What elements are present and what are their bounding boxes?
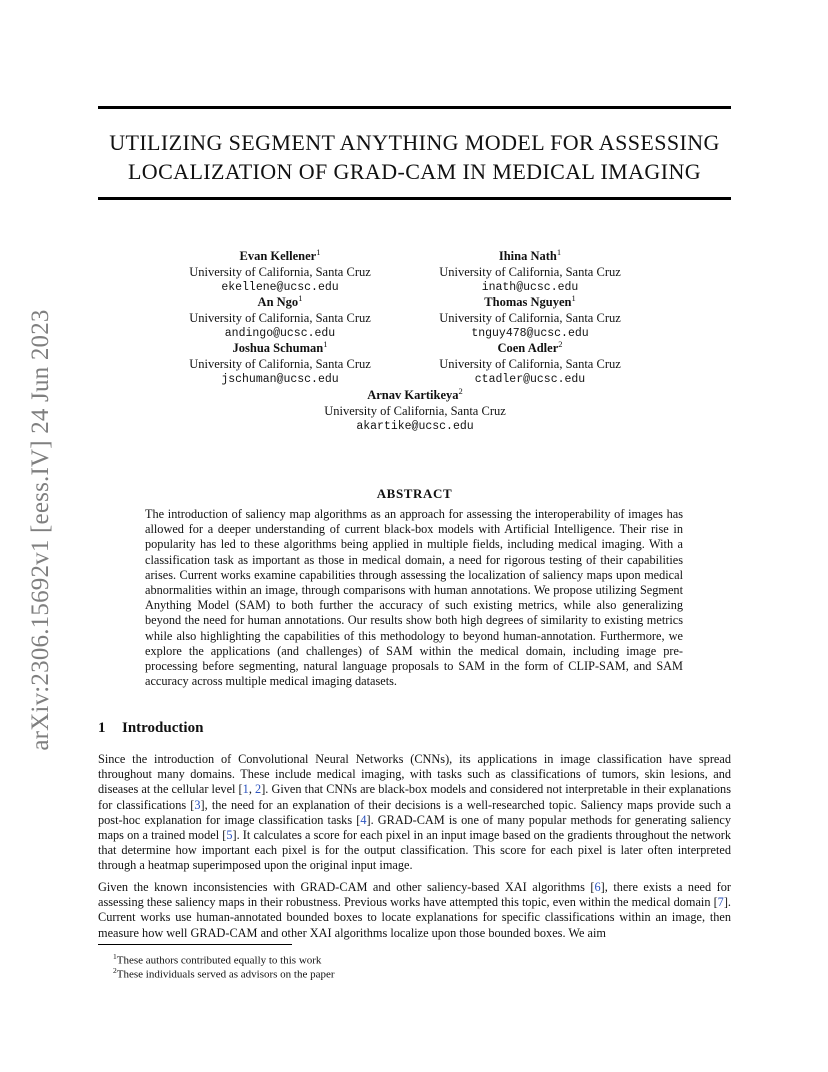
- section-number: 1: [98, 720, 106, 736]
- author-card: [150, 337, 410, 388]
- author-card: [150, 291, 410, 342]
- author-name: Ihina Nath$^1$: [498, 247, 562, 264]
- author-card: [400, 291, 660, 342]
- author-name: Evan Kellener$^1$: [239, 247, 321, 264]
- author-affiliation: University of California, Santa Cruz: [324, 403, 506, 418]
- footnote: $^1$These authors contributed equally to this work: [113, 952, 322, 967]
- intro-paragraph-2: Given the known inconsistencies with GRAD-CAM and other saliency-based XAI algorithms [6], there exists a need for assessing these saliency maps in their robustness. Previous works have attempted this topic, even within the medical domain [7]. Current works use human-annotated bounded boxes to locate explanations for specific classifications within an image, then measure how well GRAD-CAM and other XAI algorithms localize upon those bounded boxes. We aim: [98, 880, 731, 940]
- citation-link[interactable]: 3: [194, 797, 201, 812]
- author-card: [150, 245, 410, 296]
- author-email: inath@ucsc.edu: [481, 281, 579, 295]
- intro-paragraph-1: Since the introduction of Convolutional Neural Networks (CNNs), its applications in image classification have spread throughout many domains. These include medical imaging, with tasks such as classifications of tumors, skin lesions, and diseases at the cellular level [1, 2]. Given that CNNs are black-box models and considered not interpretable in their explanations for classifications [3], the need for an explanation of their decisions is a well-researched topic. Saliency maps provide such a post-hoc explanation for image classification tasks [4]. GRAD-CAM is one of many popular methods for generating saliency maps on a trained model [5]. It calculates a score for each pixel in an input image based on the gradients throughout the network that determine how important each pixel is for the output classification. This score for each pixel is later often interpreted through a heatmap superimposed upon the original input image.: [98, 752, 732, 873]
- author-email: akartike@ucsc.edu: [356, 420, 474, 434]
- paper-title: [98, 128, 731, 186]
- author-email: jschuman@ucsc.edu: [221, 373, 339, 387]
- title-rule-bottom: [98, 197, 731, 200]
- arxiv-identifier: arXiv:2306.15692v1 [eess.IV] 24 Jun 2023: [27, 309, 54, 751]
- citation-link[interactable]: 4: [360, 812, 367, 827]
- citation-link[interactable]: 2: [255, 782, 262, 797]
- author-name: Arnav Kartikeya$^2$: [367, 386, 463, 403]
- author-email: ctadler@ucsc.edu: [474, 373, 586, 387]
- author-card: [400, 337, 660, 388]
- author-affiliation: University of California, Santa Cruz: [439, 264, 621, 279]
- author-name: An Ngo$^1$: [257, 293, 303, 310]
- section-title: Introduction: [122, 720, 204, 736]
- arxiv-sidebar: [23, 290, 59, 770]
- abstract-text: The introduction of saliency map algorithms as an approach for assessing the interoperability of images has allowed for a deeper understanding of current black-box models with Artificial Intelligence. Their rise in popularity has led to these algorithms being applied in multiple fields, including medical imaging. With a classification task as important as those in medical domain, a need for rigorous testing of their capabilities arises. Current works examine capabilities through assessing the localization of saliency maps upon medical abnormalities within an image, through comparisons with human annotations. We propose utilizing Segment Anything Model (SAM) to both further the accuracy of such existing metrics, while also generalizing beyond the need for human annotations. Our results show both high degrees of similarity to existing metrics while also highlighting the capabilities of this methodology to beyond human-annotation. Furthermore, we explore the applications (and challenges) of SAM within the medical domain, including image pre-processing before segmenting, natural language proposals to SAM in the form of CLIP-SAM, and SAM accuracy across multiple medical imaging datasets.: [145, 507, 683, 689]
- author-card: [285, 384, 545, 435]
- author-card: [400, 245, 660, 296]
- footnote-rule: [98, 944, 292, 945]
- author-email: tnguy478@ucsc.edu: [471, 327, 589, 341]
- author-name: Joshua Schuman$^1$: [232, 339, 328, 356]
- author-name: Coen Adler$^2$: [497, 339, 563, 356]
- abstract-heading: ABSTRACT: [376, 486, 453, 501]
- author-affiliation: University of California, Santa Cruz: [189, 264, 371, 279]
- title-rule-top: [98, 106, 731, 109]
- footnote: $^2$These individuals served as advisors on the paper: [113, 966, 335, 981]
- author-email: ekellene@ucsc.edu: [221, 281, 339, 295]
- author-name: Thomas Nguyen$^1$: [484, 293, 576, 310]
- citation-link[interactable]: 6: [594, 880, 601, 894]
- citation-link[interactable]: 7: [717, 895, 724, 910]
- author-email: andingo@ucsc.edu: [224, 327, 336, 341]
- title-line-2: LOCALIZATION OF GRAD-CAM IN MEDICAL IMAGING: [127, 159, 702, 184]
- author-affiliation: University of California, Santa Cruz: [189, 356, 371, 371]
- citation-link[interactable]: 1: [242, 782, 249, 797]
- author-affiliation: University of California, Santa Cruz: [189, 310, 371, 325]
- author-affiliation: University of California, Santa Cruz: [439, 310, 621, 325]
- title-line-1: UTILIZING SEGMENT ANYTHING MODEL FOR ASSESSING: [109, 130, 720, 155]
- citation-link[interactable]: 5: [226, 828, 233, 843]
- author-affiliation: University of California, Santa Cruz: [439, 356, 621, 371]
- section-heading: [98, 720, 203, 737]
